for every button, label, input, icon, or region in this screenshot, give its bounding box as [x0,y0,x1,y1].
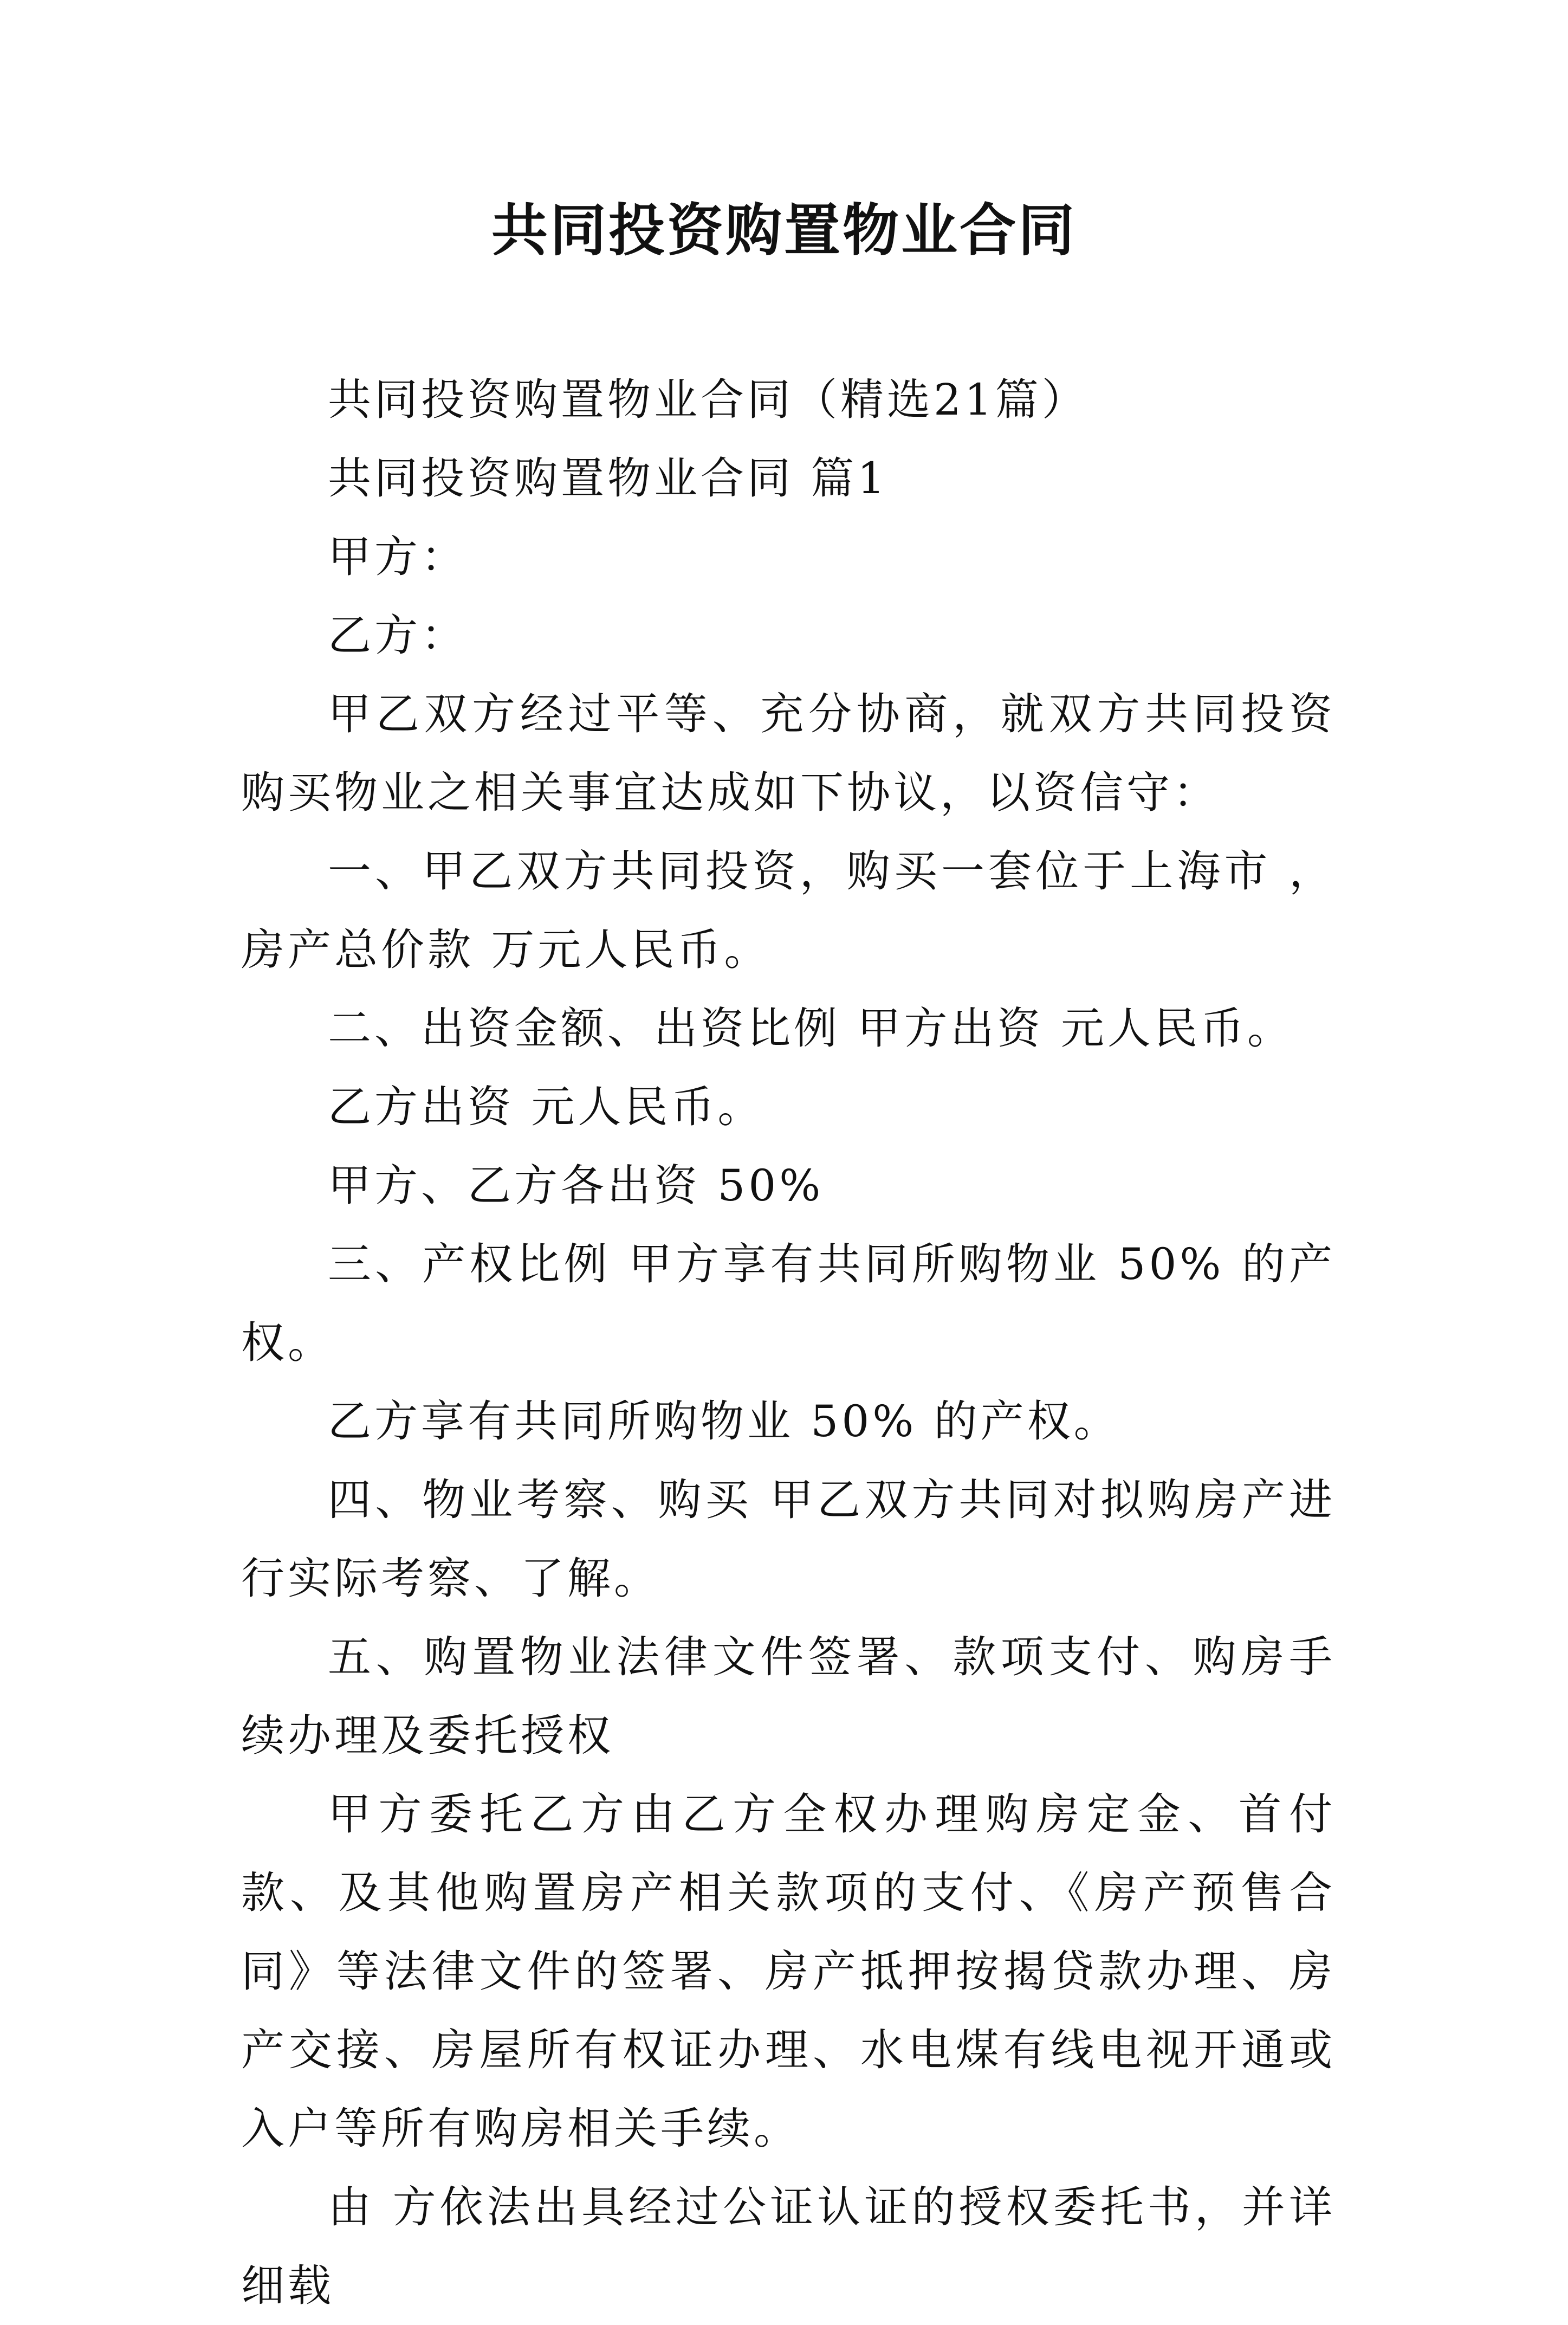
paragraph-clause-3: 三、产权比例 甲方享有共同所购物业 50% 的产权。 [241,1239,1336,1368]
paragraph-contribution-ratio: 甲方、乙方各出资 50% [328,1160,824,1211]
paragraph-clause-2: 二、出资金额、出资比例 甲方出资 元人民币。 [328,1003,1294,1054]
paragraph-authorization: 甲方委托乙方由乙方全权办理购房定金、首付款、及其他购置房产相关款项的支付、《房产预售合同》等法律文件的签署、房产抵押按揭贷款办理、房产交接、房屋所有权证办理、水电煤有线电视开通或入户等所有购房相关手续。 [241,1789,1336,2154]
paragraph-power-of-attorney: 由 方依法出具经过公证认证的授权委托书，并详细载 [241,2182,1336,2311]
document-body [241,360,1336,2325]
paragraph-section-heading: 共同投资购置物业合同 篇1 [328,453,889,503]
paragraph-clause-4: 四、物业考察、购买 甲乙双方共同对拟购房产进行实际考察、了解。 [241,1475,1336,1604]
document-title: 共同投资购置物业合同 [491,197,1077,263]
paragraph-party-a: 甲方： [328,532,468,582]
paragraph-preamble: 甲乙双方经过平等、充分协商，就双方共同投资购买物业之相关事宜达成如下协议，以资信守： [241,689,1336,818]
paragraph-clause-1: 一、甲乙双方共同投资，购买一套位于上海市 ，房产总价款 万元人民币。 [241,846,1336,975]
paragraph-party-b-ownership: 乙方享有共同所购物业 50% 的产权。 [328,1396,1120,1446]
paragraph-party-b-contribution: 乙方出资 元人民币。 [328,1082,764,1132]
paragraph-clause-5: 五、购置物业法律文件签署、款项支付、购房手续办理及委托授权 [241,1632,1336,1761]
paragraph-party-b: 乙方： [328,610,468,661]
paragraph-subtitle: 共同投资购置物业合同（精选21篇） [328,374,1088,425]
